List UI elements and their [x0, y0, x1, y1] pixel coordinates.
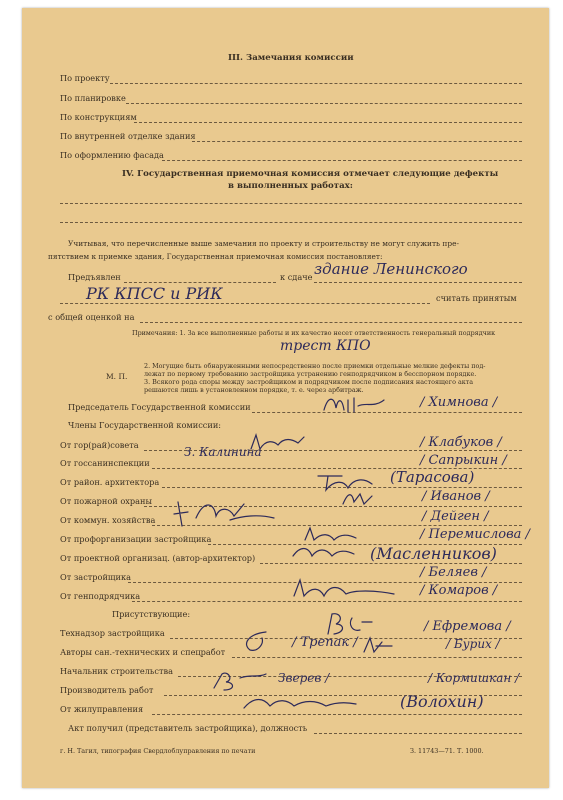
present-label-housing: От жилуправления: [60, 704, 144, 714]
member-label-union: От профорганизации застройщика: [60, 534, 212, 544]
signature-line: [314, 733, 522, 734]
presented-value1: здание Ленинского: [314, 260, 468, 278]
act-received-label: Акт получил (представитель застройщика), должность: [68, 723, 308, 733]
authors-signature-mid: [360, 634, 400, 656]
accept-label: считать принятым: [436, 293, 517, 303]
presented-label: Предъявлен: [68, 272, 121, 282]
rating-line: [140, 322, 522, 323]
members-label: Члены Государственной комиссии:: [68, 420, 222, 430]
member-label-architect: От район. архитектора: [60, 477, 160, 487]
section3-row-interior: По внутренней отделке здания: [60, 131, 196, 141]
member-extra-gorsovet-left: З. Калинина: [184, 445, 262, 459]
gorsovet-signature: [248, 431, 308, 455]
defects-line: [60, 203, 522, 204]
presented-line: [124, 282, 276, 283]
housing-signature: [240, 692, 360, 714]
member-label-fire: От пожарной охраны: [60, 496, 152, 506]
present-extra-producer-left: Зверев /: [278, 671, 330, 685]
presented-value2: РК КПСС и РИК: [86, 284, 223, 303]
signature-line: [232, 657, 522, 658]
member-name-fire: / Иванов /: [422, 489, 490, 504]
row-line: [192, 141, 522, 142]
chairman-name: / Химнова /: [420, 395, 498, 410]
note1: Примечания: 1. За все выполненные работы и их качество несет ответственность генеральный подрядчик: [132, 329, 496, 337]
defects-line: [60, 222, 522, 223]
producer-signature: [210, 668, 270, 694]
member-name-contractor: / Комаров /: [420, 583, 498, 598]
supervision-signature: [322, 610, 382, 636]
present-name-housing: (Волохин): [400, 692, 484, 711]
presented-line: [314, 282, 522, 283]
member-label-gorsovet: От гор(рай)совета: [60, 440, 139, 450]
note3-line1: 3. Всякого рода споры между застройщиком и подрядчиком после подписания настоящего акта: [144, 378, 474, 386]
row-line: [134, 122, 522, 123]
footer-printer: г. Н. Тагил, типография Свердлоблуправления по печати: [60, 747, 256, 755]
present-name-supervision: / Ефремова /: [424, 619, 511, 634]
note2-line2: лежат по первому требованию застройщика устранению генподрядчиком в бесспорном порядке.: [144, 370, 477, 378]
chairman-signature: [320, 392, 390, 418]
mp-label: М. П.: [106, 372, 128, 381]
trust-name: трест КПО: [280, 338, 371, 354]
member-name-communal: / Дейген /: [422, 509, 489, 524]
member-name-design: (Масленников): [370, 544, 497, 563]
paragraph-line1: Учитывая, что перечисленные выше замечания по проекту и строительству не могут служить пре-: [68, 239, 459, 248]
presented-line: [60, 303, 430, 304]
member-label-developer: От застройщика: [60, 572, 132, 582]
present-label-chief: Начальник строительства: [60, 666, 173, 676]
present-label: Присутствующие:: [112, 609, 191, 619]
section4-title-line1: IV. Государственная приемочная комиссия отмечает следующие дефекты: [122, 169, 499, 179]
present-label-supervision: Технадзор застройщика: [60, 628, 165, 638]
rating-label: с общей оценкой на: [48, 312, 135, 322]
section4-title-line2: в выполненных работах:: [228, 181, 353, 191]
member-name-union: / Перемислова /: [420, 527, 530, 542]
present-extra-author-right: / Бурих /: [446, 637, 500, 651]
presented-mid-label: к сдаче: [280, 272, 313, 282]
note3-line2: решаются лишь в установленном порядке, т. е. через арбитраж.: [144, 386, 364, 394]
row-line: [110, 83, 522, 84]
communal-signature: [170, 496, 280, 530]
section3-row-project: По проекту: [60, 73, 110, 83]
chairman-label: Председатель Государственной комиссии: [68, 402, 251, 412]
row-line: [126, 103, 522, 104]
document-page: [22, 8, 549, 788]
member-label-communal: От коммун. хозяйства: [60, 515, 156, 525]
section3-row-constructions: По конструкциям: [60, 112, 137, 122]
note2-line1: 2. Могущие быть обнаруженными непосредственно после приемки отдельные мелкие дефекты под-: [144, 362, 486, 370]
section3-row-planning: По планировке: [60, 93, 126, 103]
fire-signature: [340, 488, 380, 508]
member-label-sanitary: От госсанинспекции: [60, 458, 150, 468]
member-name-gorsovet: / Клабуков /: [420, 435, 502, 450]
paragraph-line2: пятствием к приемке здания, Государственная приемочная комиссия постановляет:: [48, 252, 383, 261]
present-name-authors: / Трепак /: [292, 635, 358, 650]
member-name-architect: (Тарасова): [390, 468, 475, 486]
present-name-producer: / Кормишкан /: [428, 671, 520, 685]
member-label-design: От проектной организац. (автор-архитектор): [60, 553, 256, 563]
footer-code: З. 11743—71. Т. 1000.: [410, 747, 484, 755]
signature-line: [152, 714, 522, 715]
section3-title: III. Замечания комиссии: [228, 53, 354, 63]
section3-row-facade: По оформлению фасада: [60, 150, 164, 160]
authors-signature-left: [238, 628, 278, 654]
member-label-contractor: От генподрядчика: [60, 591, 141, 601]
member-name-developer: / Беляев /: [420, 565, 487, 580]
row-line: [162, 160, 522, 161]
contractor-signature: [290, 576, 400, 602]
present-label-producer: Производитель работ: [60, 685, 154, 695]
member-name-sanitary: / Сапрыкин /: [420, 453, 507, 468]
design-signature: [290, 542, 360, 564]
present-label-authors: Авторы сан.-технических и спецработ: [60, 647, 226, 657]
